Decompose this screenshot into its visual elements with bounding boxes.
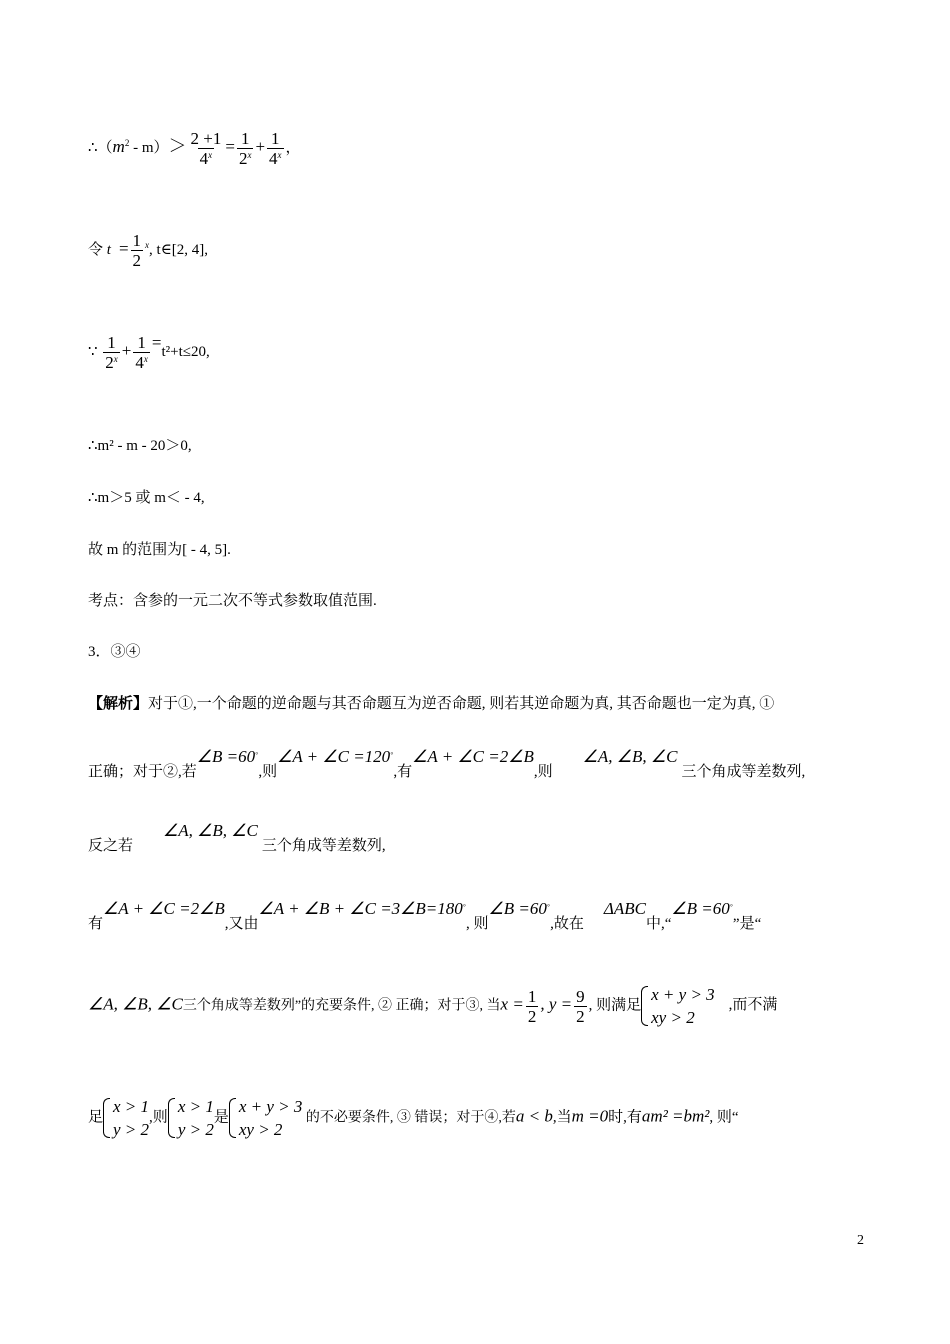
l14-brace-a-icon bbox=[103, 1098, 110, 1138]
l14-b1: x > 1 bbox=[177, 1097, 214, 1116]
l14-t4: 的不必要条件, ③ 错误；对于④,若 bbox=[302, 1110, 516, 1126]
l14-m3: am² =bm² bbox=[641, 1106, 710, 1126]
l1-eq: = bbox=[225, 136, 235, 156]
l12-t5: 中,“ bbox=[645, 916, 672, 932]
l13-system bbox=[641, 986, 715, 1026]
l2-tail: , t∈[2, 4], bbox=[149, 241, 209, 258]
l3-frac1 bbox=[103, 334, 120, 371]
l14-c2: xy > 2 bbox=[238, 1120, 283, 1139]
l1-frac3-num: 1 bbox=[271, 129, 280, 148]
l13-sys2: xy > 2 bbox=[651, 1008, 695, 1027]
l12-m3: ∠B =60 bbox=[488, 899, 547, 918]
l2-prefix: 令 bbox=[88, 241, 107, 258]
l1-frac1-num: 2 +1 bbox=[190, 129, 222, 148]
l14-b2: y > 2 bbox=[177, 1120, 214, 1139]
l1-frac1-den-exp: x bbox=[208, 150, 213, 160]
line-9 bbox=[88, 697, 774, 712]
l9-tag: 【解析】 bbox=[88, 696, 149, 712]
l12-deg2: ◦ bbox=[546, 900, 551, 910]
line-3 bbox=[88, 334, 210, 371]
line-13 bbox=[88, 986, 777, 1026]
l3-f1n: 1 bbox=[107, 333, 116, 353]
l3-frac2 bbox=[133, 334, 150, 371]
l14-system-a bbox=[103, 1098, 149, 1138]
l1-frac3 bbox=[267, 130, 284, 167]
l10-t4: ,则 bbox=[533, 764, 553, 780]
l2-eq: = bbox=[118, 238, 129, 258]
l13-fx-num: 1 bbox=[527, 986, 537, 1006]
l10-t1: 正确；对于②,若 bbox=[88, 764, 197, 780]
l10-m1: ∠B =60 bbox=[196, 747, 256, 766]
l14-brace-b-icon bbox=[168, 1098, 175, 1138]
l13-t3: ,而不满 bbox=[728, 997, 778, 1014]
line-10 bbox=[88, 748, 805, 780]
l2-frac-den: 2 bbox=[132, 251, 142, 270]
l12-deg3: ◦ bbox=[729, 900, 733, 910]
l12-deg1: ◦ bbox=[462, 900, 466, 910]
l14-a1: x > 1 bbox=[113, 1097, 150, 1116]
line-14 bbox=[88, 1098, 739, 1138]
l1-gt: ＞ bbox=[168, 135, 187, 156]
l1-frac2-den-exp: x bbox=[247, 150, 252, 160]
line-6: 故 m 的范围为[ - 4, 5]. bbox=[88, 542, 231, 558]
l13-brace-icon bbox=[641, 986, 648, 1026]
l13-fx-den: 2 bbox=[527, 1006, 537, 1026]
l1-m: m bbox=[112, 136, 125, 156]
l13-y-eq: , y = bbox=[540, 994, 573, 1014]
l11-t2: 三个角成等差数列, bbox=[261, 838, 386, 854]
l2-frac-num: 1 bbox=[132, 231, 142, 250]
line-4: ∴m² - m - 20＞0, bbox=[88, 438, 192, 454]
l10-t5: 三个角成等差数列, bbox=[681, 764, 806, 780]
line-2 bbox=[88, 232, 208, 269]
l3-f2d: 4$^x$ bbox=[135, 353, 148, 373]
l12-t2: ,又由 bbox=[224, 916, 259, 932]
l3-f2n: 1 bbox=[137, 333, 146, 353]
l14-a2: y > 2 bbox=[113, 1120, 150, 1139]
l1-mid: - m） bbox=[129, 139, 169, 156]
l12-t1: 有 bbox=[88, 916, 104, 932]
l14-m1: a < b bbox=[515, 1106, 553, 1126]
l3-f1d: 2$^x$ bbox=[105, 353, 118, 373]
l12-t4: ,故在 bbox=[550, 916, 584, 932]
l1-frac2-den: 2$^x$ bbox=[238, 149, 252, 168]
l13-sys1: x + y > 3 bbox=[651, 985, 715, 1004]
l13-fy-den: 2 bbox=[576, 1006, 585, 1026]
l10-deg2: ◦ bbox=[390, 748, 394, 758]
l3-eq: = bbox=[151, 333, 162, 352]
l12-m1: ∠A + ∠C =2∠B bbox=[103, 899, 225, 918]
l1-tail: ， bbox=[285, 139, 301, 156]
l12-t6: ”是“ bbox=[732, 916, 762, 932]
l13-x-eq: x = bbox=[500, 994, 524, 1014]
l11-t1: 反之若 bbox=[88, 838, 134, 854]
l3-f1d-exp: x bbox=[113, 354, 118, 365]
l10-m4: ∠A, ∠B, ∠C bbox=[582, 747, 678, 766]
l1-frac3-den: 4$^x$ bbox=[269, 149, 282, 168]
l1-frac2 bbox=[237, 130, 254, 167]
l3-f2d-exp: x bbox=[143, 354, 148, 365]
l11-m1: ∠A, ∠B, ∠C bbox=[163, 821, 258, 840]
l14-t3: 是 bbox=[213, 1109, 229, 1126]
l14-m2: m =0 bbox=[571, 1106, 609, 1126]
l12-t3: , 则 bbox=[466, 916, 489, 932]
line-8: 3．③④ bbox=[88, 644, 141, 660]
l1-frac2-num: 1 bbox=[240, 129, 250, 148]
l14-t6: 时,有 bbox=[608, 1109, 642, 1126]
l1-sq: 2 bbox=[124, 137, 130, 148]
l1-frac1-den: 4$^x$ bbox=[199, 149, 213, 168]
l14-system-c bbox=[229, 1098, 303, 1138]
l10-deg1: ◦ bbox=[255, 748, 259, 758]
l12-m2: ∠A + ∠B + ∠C =3∠B=180 bbox=[258, 899, 463, 918]
l14-t5: ,当 bbox=[552, 1109, 572, 1126]
l2-x: x bbox=[145, 239, 150, 250]
l13-m1: ∠A, ∠B, ∠C bbox=[88, 994, 183, 1014]
l3-tail: t²+t≤20, bbox=[161, 344, 210, 360]
l12-m4: ΔABC bbox=[603, 899, 646, 918]
l1-plus: + bbox=[255, 136, 266, 156]
l13-fy-num: 9 bbox=[576, 986, 585, 1006]
l13-t2: , 则满足 bbox=[588, 997, 642, 1014]
l14-c1: x + y > 3 bbox=[238, 1097, 303, 1116]
line-12 bbox=[88, 900, 761, 932]
line-11 bbox=[88, 822, 386, 854]
l14-brace-c-icon bbox=[229, 1098, 236, 1138]
l1-prefix: ∴（ bbox=[88, 139, 113, 156]
l13-frac-y bbox=[574, 988, 587, 1025]
l1-frac1 bbox=[189, 130, 224, 167]
l2-frac bbox=[131, 232, 144, 269]
l1-frac3-den-exp: x bbox=[277, 150, 282, 160]
line-7: 考点：含参的一元二次不等式参数取值范围. bbox=[88, 593, 377, 609]
l10-t3: ,有 bbox=[393, 764, 413, 780]
line-1 bbox=[88, 130, 301, 167]
l14-t1: 足 bbox=[88, 1109, 104, 1126]
page-number: 2 bbox=[857, 1233, 864, 1248]
l13-frac-x bbox=[526, 988, 539, 1025]
line-5: ∴m＞5 或 m＜ - 4, bbox=[88, 490, 205, 506]
l14-system-b bbox=[168, 1098, 214, 1138]
l9-text: 对于①,一个命题的逆命题与其否命题互为逆否命题, 则若其逆命题为真, 其否命题也一定为真, ① bbox=[148, 696, 775, 712]
l14-t7: , 则“ bbox=[709, 1109, 739, 1126]
l10-m3: ∠A + ∠C =2∠B bbox=[412, 747, 534, 766]
l14-t2: ,则 bbox=[149, 1109, 168, 1126]
l13-t1: 三个角成等差数列”的充要条件, ② 正确；对于③, 当 bbox=[182, 998, 501, 1014]
l10-m2: ∠A + ∠C =120 bbox=[277, 747, 391, 766]
l3-prefix: ∵ bbox=[88, 344, 102, 360]
l10-t2: ,则 bbox=[258, 764, 278, 780]
l2-t: t bbox=[106, 241, 111, 258]
l3-plus: + bbox=[121, 341, 132, 360]
l12-m5: ∠B =60 bbox=[671, 899, 730, 918]
